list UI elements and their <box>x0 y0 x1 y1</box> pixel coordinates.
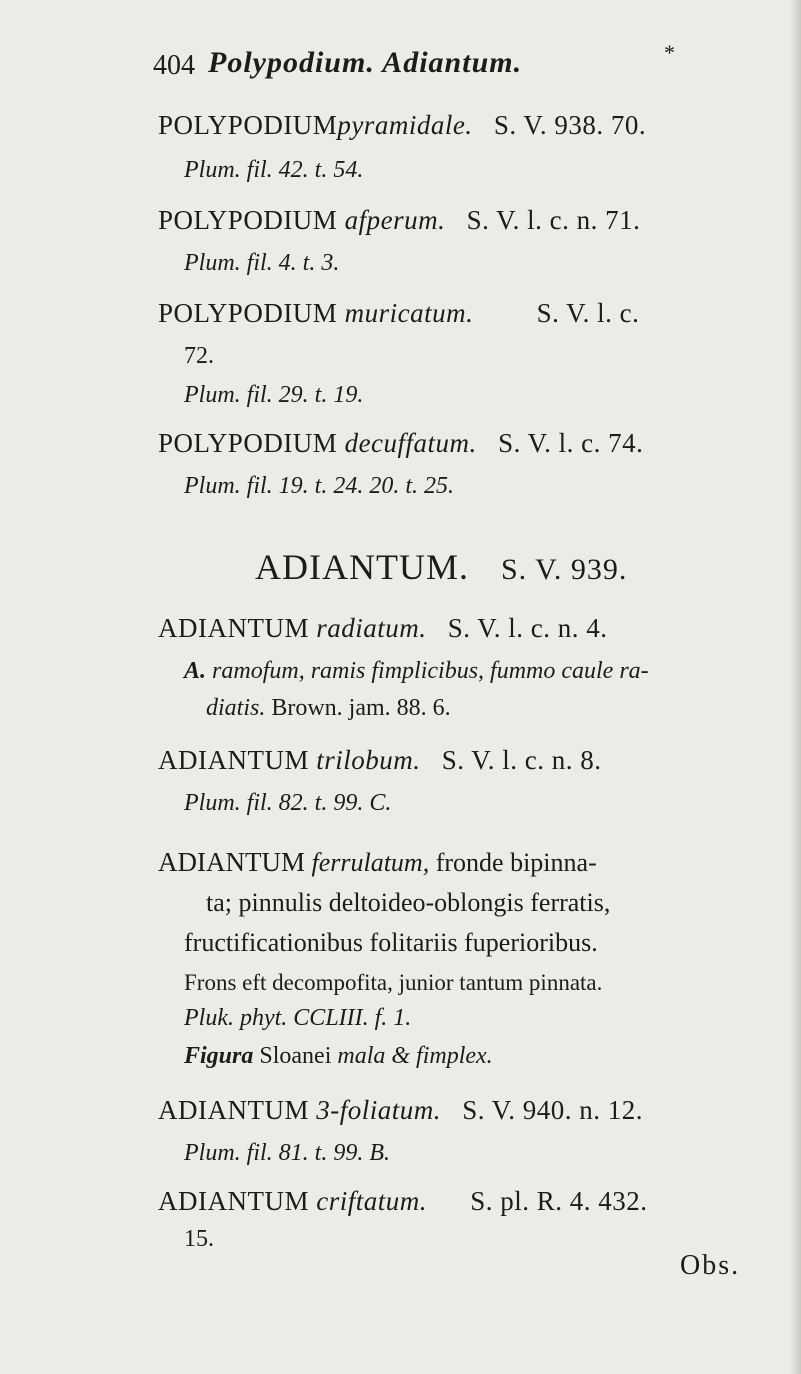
description-text: ramofum, ramis fimplicibus, fummo caule ra- <box>212 658 649 684</box>
entry-reference: S. V. l. c. n. 71. <box>466 205 641 235</box>
entry-note: Frons eft decompofita, junior tantum pinnata. <box>184 970 603 995</box>
entry-description <box>184 658 649 685</box>
figure-note-text: mala & fimplex. <box>337 1043 493 1069</box>
entry-reference: S. V. l. c. n. 4. <box>447 613 608 643</box>
entry-description-continued: fructificationibus folitariis fuperioribus. <box>184 928 598 957</box>
entry-citation: Pluk. phyt. CCLIII. f. 1. <box>184 1005 412 1031</box>
catchword: Obs. <box>680 1250 741 1281</box>
section-heading-adiantum <box>255 546 627 588</box>
entry-citation: Brown. jam. 88. 6. <box>271 695 451 721</box>
entry-species: ferrulatum, <box>311 848 430 877</box>
entry-adiantum-trifoliatum <box>158 1095 643 1126</box>
entry-species: pyramidale. <box>337 110 473 140</box>
entry-reference: S. V. 940. n. 12. <box>462 1095 644 1125</box>
entry-reference: S. V. 938. 70. <box>493 110 647 140</box>
entry-polypodium-asperum <box>158 205 640 236</box>
entry-species: afperum. <box>344 205 446 235</box>
entry-genus: POLYPODIUM <box>158 428 338 458</box>
figure-note-lead: Figura <box>184 1043 254 1069</box>
entry-adiantum-serrulatum <box>158 847 597 878</box>
entry-genus: ADIANTUM <box>158 745 309 775</box>
entry-species: radiatum. <box>316 613 427 643</box>
entry-citation: Plum. fil. 19. t. 24. 20. t. 25. <box>184 473 454 499</box>
entry-citation: Plum. fil. 42. t. 54. <box>184 157 364 183</box>
entry-genus: POLYPODIUM <box>158 205 338 235</box>
running-title: Polypodium. Adiantum. <box>208 46 523 79</box>
entry-genus: ADIANTUM <box>158 1186 309 1216</box>
section-title: ADIANTUM. <box>255 547 469 587</box>
section-reference: S. V. 939. <box>500 553 628 586</box>
entry-adiantum-cristatum <box>158 1186 648 1217</box>
entry-genus: POLYPODIUM <box>158 110 338 140</box>
entry-adiantum-radiatum <box>158 613 608 644</box>
entry-reference: S. V. l. c. 74. <box>498 428 644 458</box>
entry-polypodium-decussatum <box>158 428 643 459</box>
entry-species: muricatum. <box>344 298 474 328</box>
entry-description-continued <box>206 695 451 722</box>
entry-reference-continued: 72. <box>184 343 214 369</box>
description-lead: A. <box>184 658 207 684</box>
entry-genus: ADIANTUM <box>158 1095 309 1125</box>
figure-note-author: Sloanei <box>259 1043 332 1069</box>
entry-genus: ADIANTUM <box>158 847 305 877</box>
entry-species: decuffatum. <box>344 428 477 458</box>
signature-mark: * <box>664 40 675 65</box>
entry-genus: POLYPODIUM <box>158 298 338 328</box>
entry-polypodium-pyramidale <box>158 112 646 139</box>
entry-citation: Plum. fil. 82. t. 99. C. <box>184 790 392 816</box>
entry-description-continued: ta; pinnulis deltoideo-oblongis ferratis, <box>206 888 611 917</box>
entry-figure-note <box>184 1043 493 1070</box>
entry-reference-continued: 15. <box>184 1226 214 1252</box>
entry-species: trilobum. <box>316 745 421 775</box>
entry-citation: Plum. fil. 29. t. 19. <box>184 382 364 408</box>
page-edge-shadow <box>791 0 801 1374</box>
page-number: 404 <box>153 50 195 81</box>
entry-species: criftatum. <box>316 1186 427 1216</box>
entry-reference: S. V. l. c. <box>536 298 640 328</box>
entry-citation: Plum. fil. 81. t. 99. B. <box>184 1140 390 1166</box>
entry-polypodium-muricatum <box>158 298 639 329</box>
entry-genus: ADIANTUM <box>158 613 309 643</box>
description-text: diatis. <box>206 695 266 721</box>
entry-reference: S. pl. R. 4. 432. <box>470 1186 648 1216</box>
entry-adiantum-trilobum <box>158 745 602 776</box>
entry-species: 3-foliatum. <box>316 1095 441 1125</box>
entry-reference: S. V. l. c. n. 8. <box>441 745 602 775</box>
description-text: fronde bipinna- <box>435 848 597 877</box>
entry-citation: Plum. fil. 4. t. 3. <box>184 250 340 276</box>
